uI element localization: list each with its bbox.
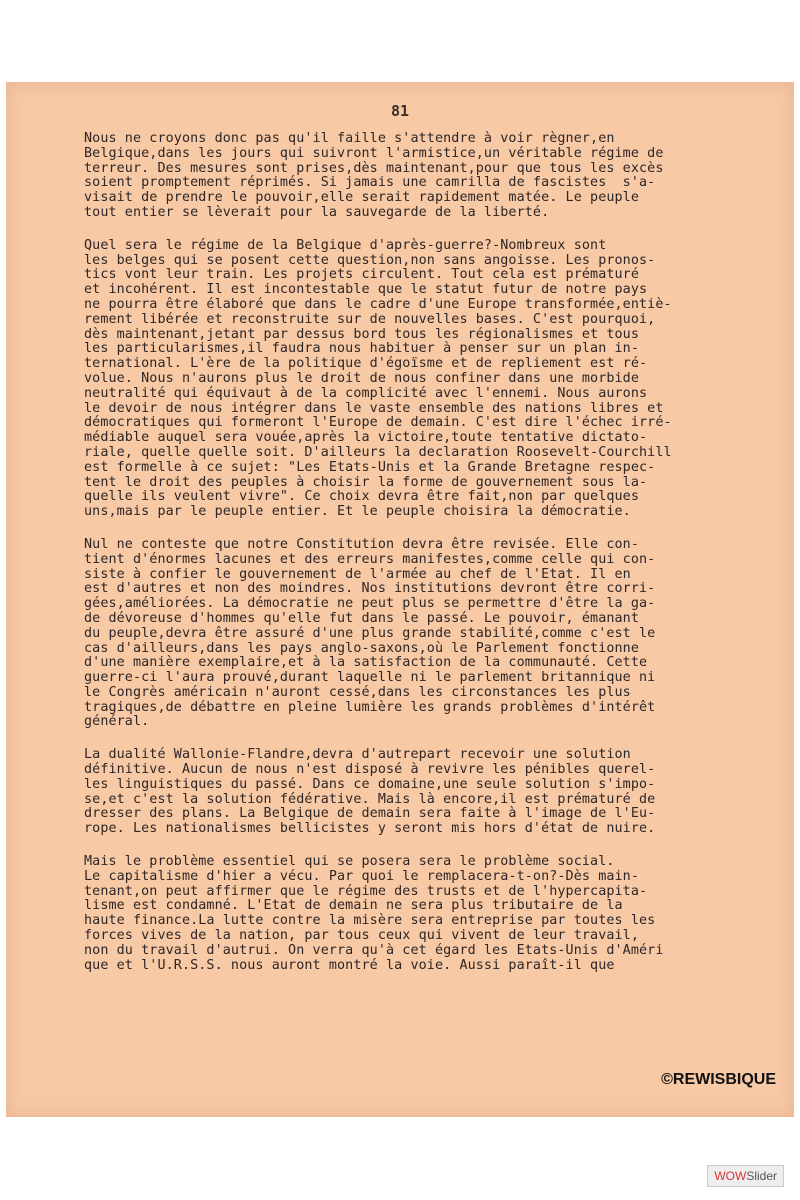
paragraph-2: Quel sera le régime de la Belgique d'après-guerre?-Nombreux sont les belges qui se posent cette question,non sans angoisse. Les pronos- tics vont leur train. Les projets circulent. Tout cela est prématuré et incohérent. Il est incontestable que le statut futur de notre pays ne pourra être élaboré que dans le cadre d'une Europe transformée,entiè- rement libérée et reconstruite sur de nouvelles bases. C'est pourquoi, dès maintenant,jetant par dessus bord tous les régionalismes et tous les particularismes,il faudra nous habituer à penser sur un plan in- ternational. L'ère de la politique d'égoïsme et de repliement est ré- volue. Nous n'aurons plus le droit de nous confiner dans une morbide neutralité qui équivaut à de la complicité avec l'ennemi. Nous aurons le devoir de nous intégrer dans le vaste ensemble des nations libres et démocratiques qui formeront l'Europe de demain. C'est dire l'échec irré- médiable auquel sera vouée,après la victoire,toute tentative dictato- riale, quelle quelle soit. D'ailleurs la declaration Roosevelt-Courchill est formelle à ce sujet: "Les Etats-Unis et la Grande Bretagne respec- tent le droit des peuples à choisir la forme de gouvernement sous la- quelle ils veulent vivre". Ce choix devra être fait,non par quelques uns,mais par le peuple entier. Et le peuple choisira la démocratie. <box>84 237 672 520</box>
slider-brand-badge[interactable] <box>707 1165 784 1187</box>
paragraph-3: Nul ne conteste que notre Constitution devra être revisée. Elle con- tient d'énormes lacunes et des erreurs manifestes,comme celle qui con- siste à confier le gouvernement de l'armée au chef de l'Etat. Il en est d'autres et non des moindres. Nos institutions devront être corri- gées,améliorées. La démocratie ne peut plus se permettre d'être la ga- de dévoreuse d'hommes qu'elle fut dans le passé. Le pouvoir, émanant du peuple,devra être assuré d'une plus grande stabilité,comme c'est le cas d'ailleurs,dans les pays anglo-saxons,où le Parlement fonctionne d'une manière exemplaire,et à la satisfaction de la communauté. Cette guerre-ci l'aura prouvé,durant laquelle ni le parlement britannique ni le Congrès américain n'auront cessé,dans les circonstances les plus tragiques,de débattre en pleine lumière les grands problèmes d'intérêt général. <box>84 536 656 730</box>
paragraph-5: Mais le problème essentiel qui se posera sera le problème social. Le capitalisme d'hier a vécu. Par quoi le remplacera-t-on?-Dès main- tenant,on peut affirmer que le régime des trusts et de l'hypercapita- lisme est condamné. L'Etat de demain ne sera plus tributaire de la haute finance.La lutte contre la misère sera entreprise par toutes les forces vives de la nation, par tous ceux qui vivent de leur travail, non du travail d'autrui. On verra qu'à cet égard les Etats-Unis d'Améri que et l'U.R.S.S. nous auront montré la voie. Aussi paraît-il que <box>84 854 664 973</box>
slider-brand-part-2: Slider <box>746 1169 777 1183</box>
slider-brand-part-1: WOW <box>714 1169 747 1183</box>
paragraph-1: Nous ne croyons donc pas qu'il faille s'attendre à voir règner,en Belgique,dans les jours qui suivront l'armistice,un véritable régime de terreur. Des mesures sont prises,dès maintenant,pour que tous les excès soient promptement réprimés. Si jamais une camrilla de fascistes s'a- visait de prendre le pouvoir,elle serait rapidement matée. Le peuple tout entier se lèverait pour la sauvegarde de la liberté. <box>84 131 664 220</box>
document-body <box>84 132 774 991</box>
copyright-watermark: ©REWISBIQUE <box>661 1071 776 1088</box>
page-number: 81 <box>390 102 410 120</box>
paragraph-4: La dualité Wallonie-Flandre,devra d'autrepart recevoir une solution définitive. Aucun de nous n'est disposé à revivre les pénibles querel- les linguistiques du passé. Dans ce domaine,une seule solution s'impo- se,et c'est la solution fédérative. Mais là encore,il est prématuré de dresser des plans. La Belgique de demain sera faite à l'image de l'Eu- rope. Les nationalismes bellicistes y seront mis hors d'état de nuire. <box>84 747 656 837</box>
document-page <box>6 82 794 1117</box>
